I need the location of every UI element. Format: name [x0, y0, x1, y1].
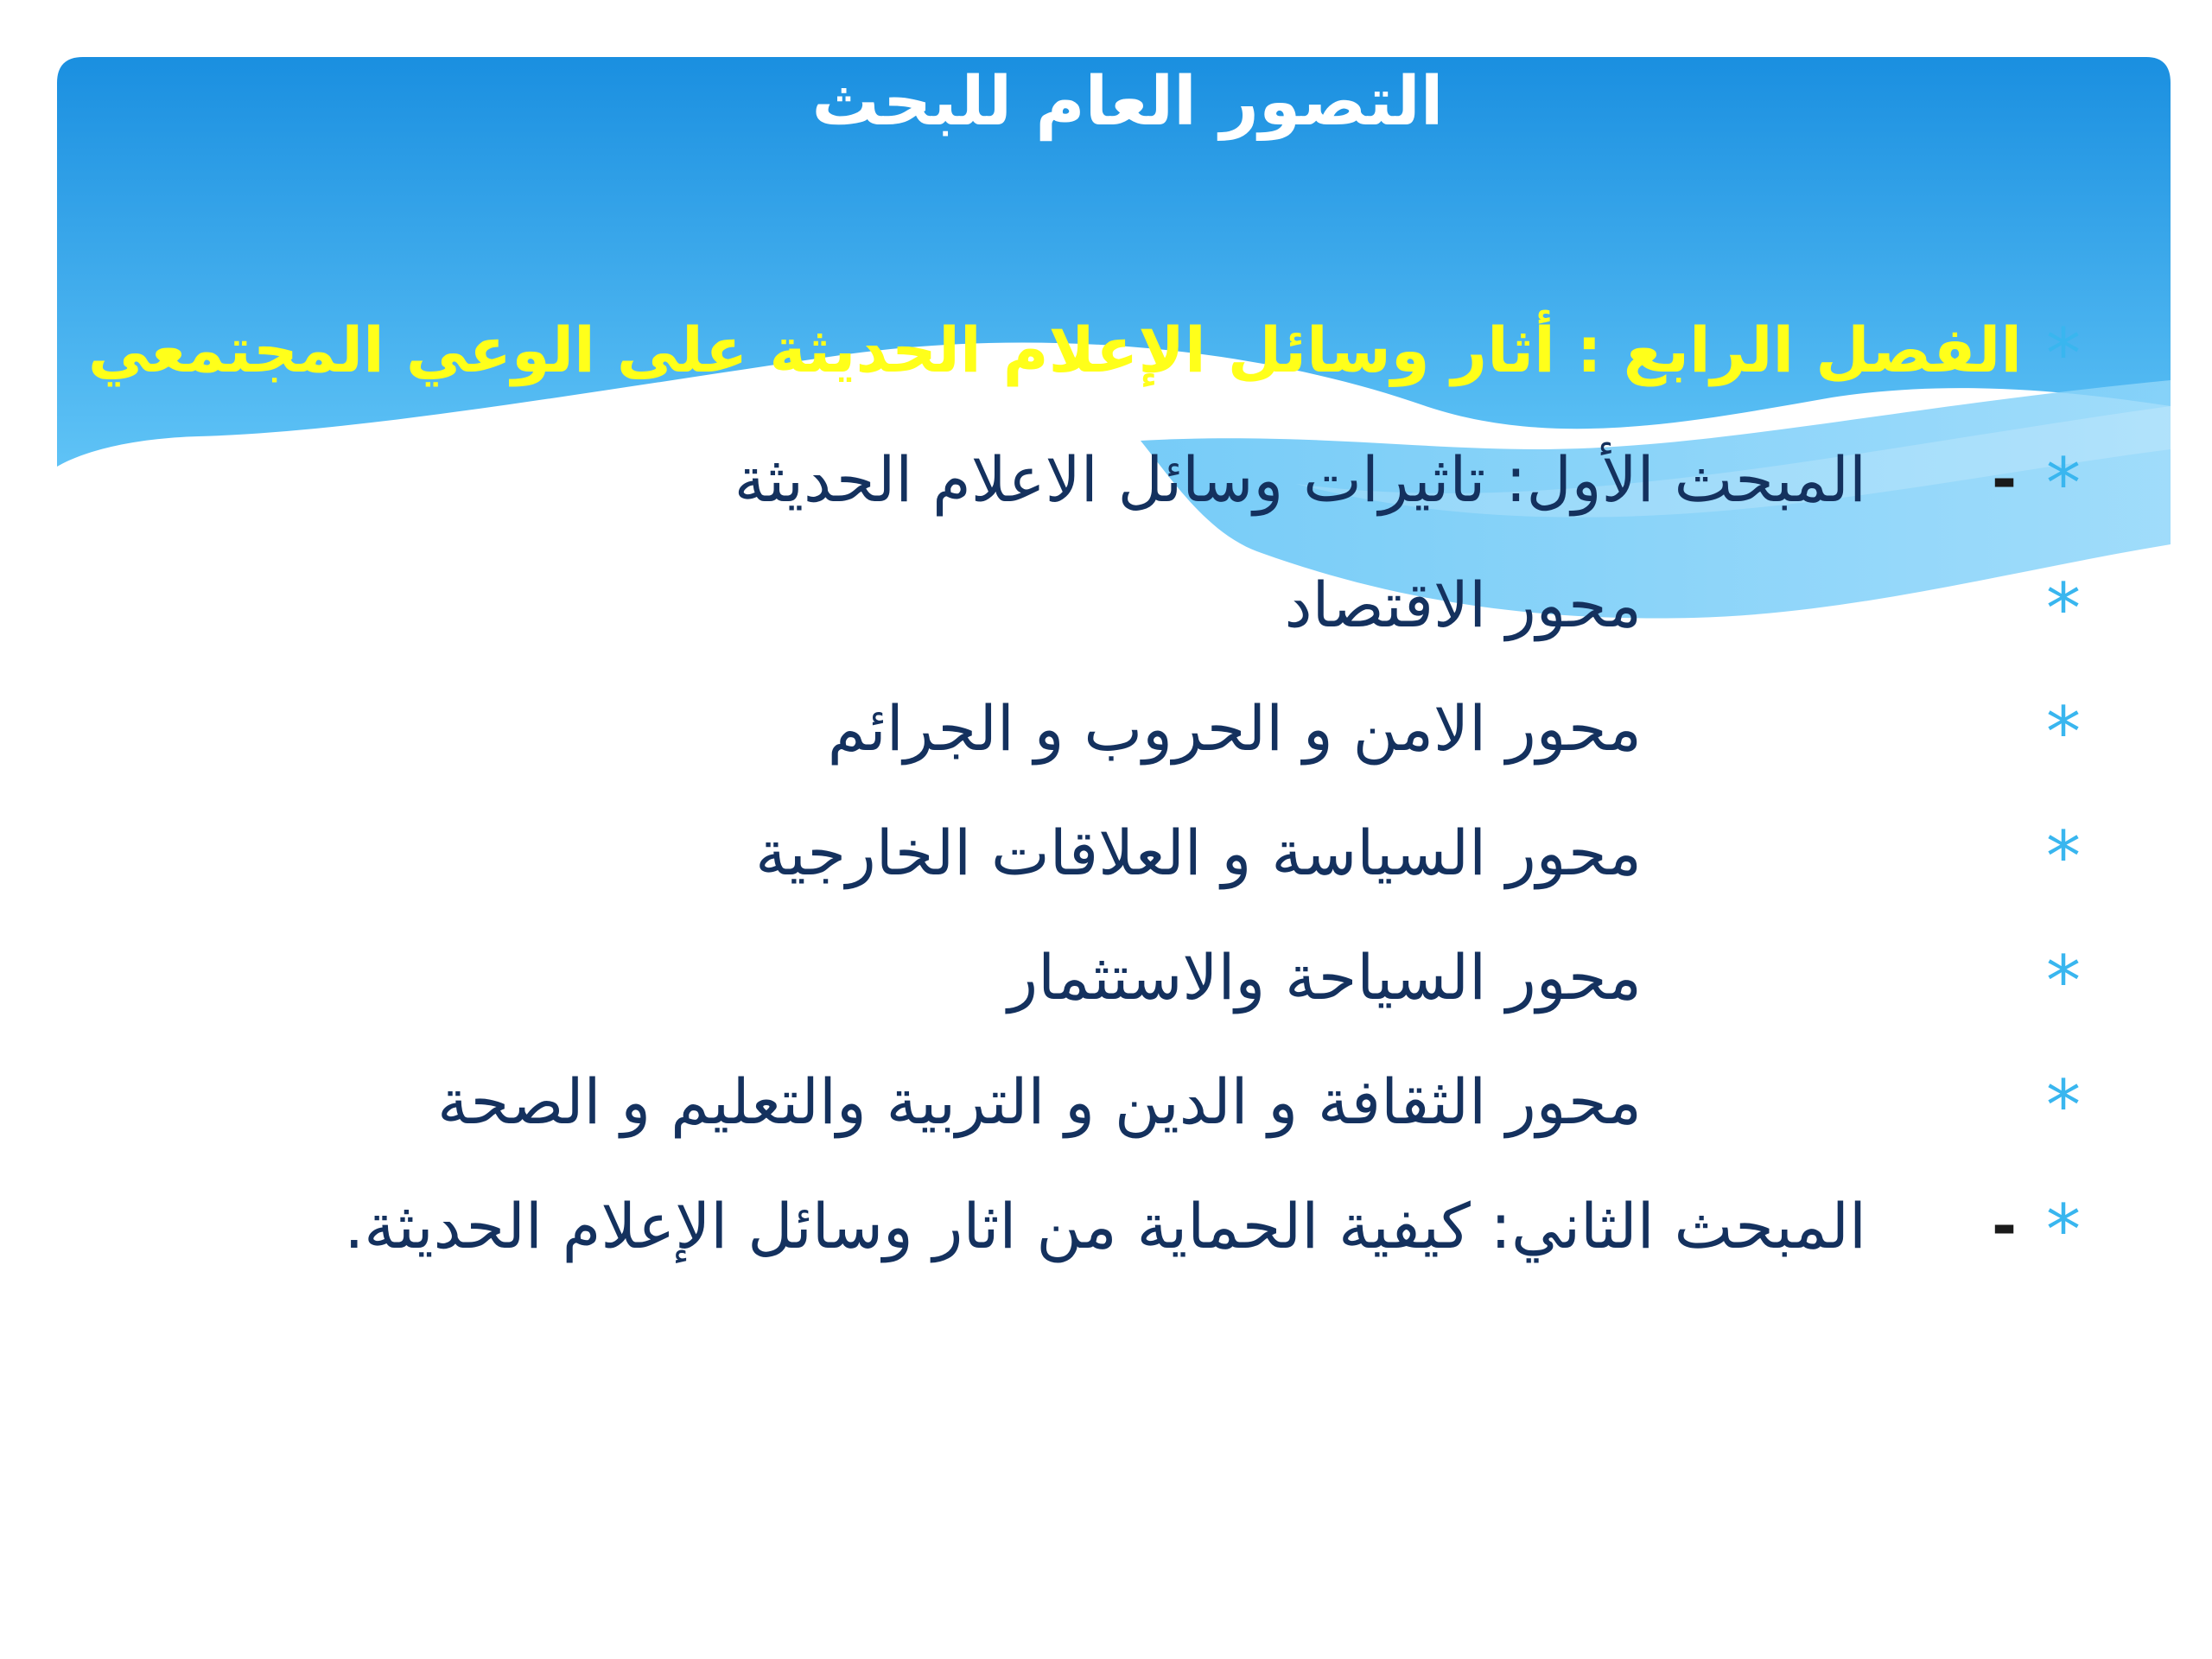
axis-row	[0, 672, 2212, 785]
chapter-heading: الفصل الرابع : أثار وسائل الإعلام الحديثة على الوعي المجتمعي	[87, 314, 2022, 386]
axis-row	[0, 1046, 2212, 1158]
asterisk-bullet-icon: *	[2046, 314, 2081, 394]
axis-item: محور الامن و الحروب و الجرائم	[827, 692, 1642, 765]
axis-item: محور السياحة والاستثمار	[1007, 941, 1642, 1014]
asterisk-bullet-icon: *	[2046, 1065, 2081, 1146]
axis-row	[0, 549, 2212, 661]
section-1-row	[0, 423, 2212, 536]
chapter-row	[0, 294, 2212, 406]
asterisk-bullet-icon: *	[2046, 941, 2081, 1021]
section-1-text: المبحث الأول: تاثيرات وسائل الاعلام الحديثة	[734, 443, 1866, 516]
slide-title: التصور العام للبحث	[811, 63, 1444, 141]
asterisk-bullet-icon: *	[2046, 569, 2081, 649]
section-2-text: المبحث الثاني: كيفية الحماية من اثار وسائل الإعلام الحديثة.	[344, 1190, 1866, 1262]
asterisk-bullet-icon: *	[2046, 1190, 2081, 1270]
axis-item: محور الاقتصاد	[1284, 569, 1642, 641]
asterisk-bullet-icon: *	[2046, 443, 2081, 524]
asterisk-bullet-icon: *	[2046, 692, 2081, 772]
axis-row	[0, 921, 2212, 1033]
asterisk-bullet-icon: *	[2046, 817, 2081, 897]
section-2-row	[0, 1170, 2212, 1282]
dash-marker: -	[1992, 444, 2018, 515]
dash-marker: -	[1992, 1191, 2018, 1262]
axis-row	[0, 797, 2212, 909]
axis-item: محور السياسة و العلاقات الخارجية	[755, 817, 1642, 889]
axis-item: محور الثقافة و الدين و التربية والتعليم و الصحة	[437, 1065, 1642, 1138]
